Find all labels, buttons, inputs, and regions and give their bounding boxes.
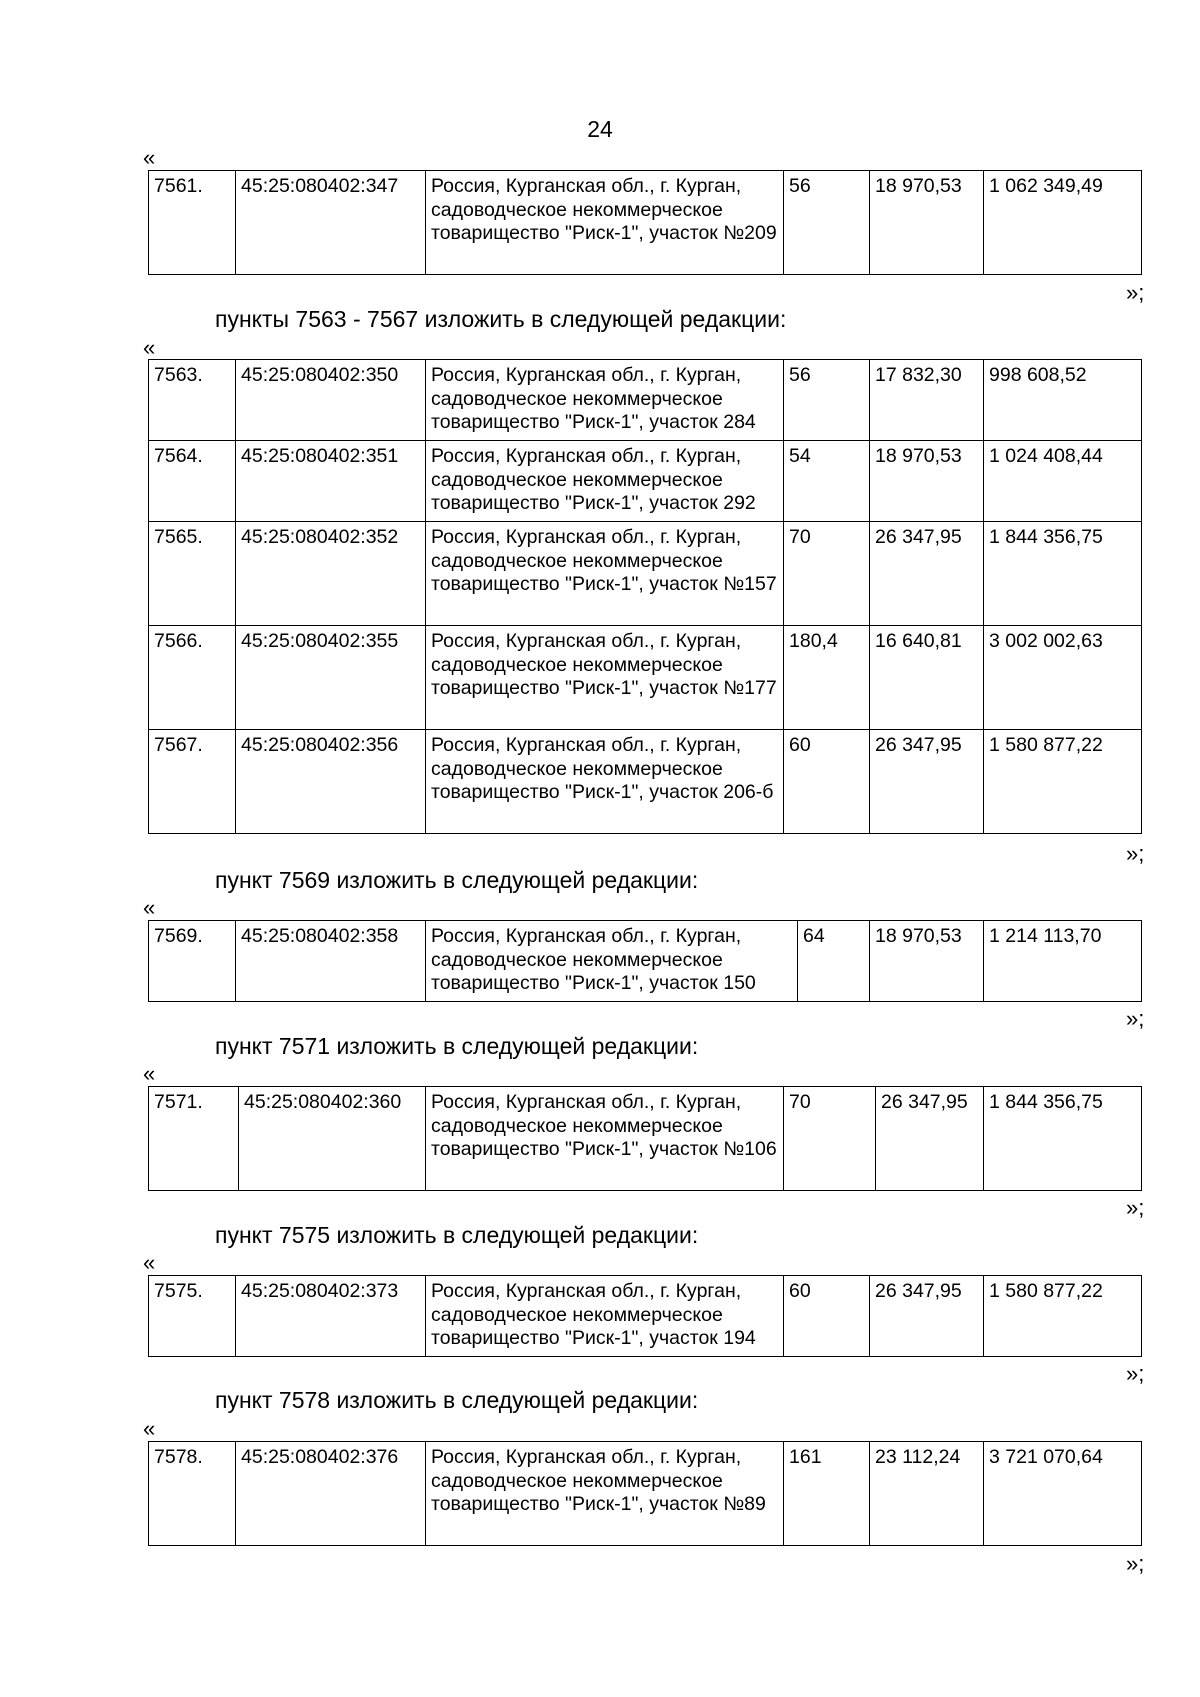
area: 180,4 <box>784 626 870 730</box>
registry-table <box>148 1441 1142 1546</box>
amendment-instruction: пункт 7569 изложить в следующей редакции: <box>215 867 699 893</box>
address: Россия, Курганская обл., г. Курган, садоводческое некоммерческое товарищество "Риск-1", участок 292 <box>426 441 784 522</box>
cadastral-number: 45:25:080402:347 <box>236 171 426 275</box>
area: 161 <box>784 1442 870 1546</box>
area: 54 <box>784 441 870 522</box>
total-value: 1 844 356,75 <box>984 1087 1142 1191</box>
open-quote: « <box>143 1250 156 1275</box>
address: Россия, Курганская обл., г. Курган, садоводческое некоммерческое товарищество "Риск-1", участок №209 <box>426 171 784 275</box>
total-value: 1 580 877,22 <box>984 730 1142 834</box>
registry-table <box>148 920 1142 1002</box>
row-number: 7575. <box>149 1276 236 1357</box>
table-row <box>149 441 1142 522</box>
rate: 26 347,95 <box>870 1276 984 1357</box>
page-number: 24 <box>587 116 613 142</box>
table-row <box>149 522 1142 626</box>
rate: 17 832,30 <box>870 360 984 441</box>
total-value: 3 721 070,64 <box>984 1442 1142 1546</box>
cadastral-number: 45:25:080402:355 <box>236 626 426 730</box>
table-row <box>149 626 1142 730</box>
close-quote: »; <box>1126 1551 1145 1576</box>
total-value: 998 608,52 <box>984 360 1142 441</box>
row-number: 7566. <box>149 626 236 730</box>
row-number: 7565. <box>149 522 236 626</box>
table-row <box>149 1087 1142 1191</box>
rate: 26 347,95 <box>870 730 984 834</box>
table-row <box>149 1276 1142 1357</box>
registry-table <box>148 170 1142 275</box>
cadastral-number: 45:25:080402:351 <box>236 441 426 522</box>
address: Россия, Курганская обл., г. Курган, садоводческое некоммерческое товарищество "Риск-1", участок 284 <box>426 360 784 441</box>
close-quote: »; <box>1126 280 1145 305</box>
address: Россия, Курганская обл., г. Курган, садоводческое некоммерческое товарищество "Риск-1", участок 194 <box>426 1276 784 1357</box>
registry-table <box>148 1275 1142 1357</box>
total-value: 1 580 877,22 <box>984 1276 1142 1357</box>
amendment-instruction: пункты 7563 - 7567 изложить в следующей редакции: <box>215 306 787 332</box>
cadastral-number: 45:25:080402:358 <box>236 921 426 1002</box>
table-row <box>149 730 1142 834</box>
address: Россия, Курганская обл., г. Курган, садоводческое некоммерческое товарищество "Риск-1", участок №157 <box>426 522 784 626</box>
rate: 23 112,24 <box>870 1442 984 1546</box>
row-number: 7571. <box>149 1087 239 1191</box>
open-quote: « <box>143 1416 156 1441</box>
total-value: 3 002 002,63 <box>984 626 1142 730</box>
row-number: 7563. <box>149 360 236 441</box>
rate: 26 347,95 <box>876 1087 984 1191</box>
address: Россия, Курганская обл., г. Курган, садоводческое некоммерческое товарищество "Риск-1", участок №177 <box>426 626 784 730</box>
open-quote: « <box>143 895 156 920</box>
open-quote: « <box>143 1061 156 1086</box>
row-number: 7569. <box>149 921 236 1002</box>
address: Россия, Курганская обл., г. Курган, садоводческое некоммерческое товарищество "Риск-1", участок 150 <box>426 921 798 1002</box>
close-quote: »; <box>1126 841 1145 866</box>
address: Россия, Курганская обл., г. Курган, садоводческое некоммерческое товарищество "Риск-1", участок №106 <box>426 1087 784 1191</box>
table-row <box>149 360 1142 441</box>
open-quote: « <box>143 335 156 360</box>
cadastral-number: 45:25:080402:350 <box>236 360 426 441</box>
cadastral-number: 45:25:080402:376 <box>236 1442 426 1546</box>
cadastral-number: 45:25:080402:360 <box>239 1087 426 1191</box>
row-number: 7564. <box>149 441 236 522</box>
rate: 18 970,53 <box>870 441 984 522</box>
row-number: 7561. <box>149 171 236 275</box>
cadastral-number: 45:25:080402:352 <box>236 522 426 626</box>
rate: 16 640,81 <box>870 626 984 730</box>
area: 64 <box>798 921 870 1002</box>
total-value: 1 062 349,49 <box>984 171 1142 275</box>
close-quote: »; <box>1126 1006 1145 1031</box>
table-row <box>149 921 1142 1002</box>
rate: 18 970,53 <box>870 171 984 275</box>
area: 56 <box>784 171 870 275</box>
address: Россия, Курганская обл., г. Курган, садоводческое некоммерческое товарищество "Риск-1", участок №89 <box>426 1442 784 1546</box>
row-number: 7578. <box>149 1442 236 1546</box>
table-row <box>149 171 1142 275</box>
close-quote: »; <box>1126 1195 1145 1220</box>
area: 70 <box>784 522 870 626</box>
close-quote: »; <box>1126 1361 1145 1386</box>
area: 60 <box>784 730 870 834</box>
rate: 18 970,53 <box>870 921 984 1002</box>
cadastral-number: 45:25:080402:373 <box>236 1276 426 1357</box>
address: Россия, Курганская обл., г. Курган, садоводческое некоммерческое товарищество "Риск-1", участок 206-б <box>426 730 784 834</box>
registry-table <box>148 1086 1142 1191</box>
area: 60 <box>784 1276 870 1357</box>
area: 70 <box>784 1087 876 1191</box>
row-number: 7567. <box>149 730 236 834</box>
table-row <box>149 1442 1142 1546</box>
total-value: 1 214 113,70 <box>984 921 1142 1002</box>
total-value: 1 024 408,44 <box>984 441 1142 522</box>
amendment-instruction: пункт 7571 изложить в следующей редакции: <box>215 1033 699 1059</box>
area: 56 <box>784 360 870 441</box>
rate: 26 347,95 <box>870 522 984 626</box>
open-quote: « <box>143 145 156 170</box>
total-value: 1 844 356,75 <box>984 522 1142 626</box>
amendment-instruction: пункт 7578 изложить в следующей редакции: <box>215 1387 699 1413</box>
amendment-instruction: пункт 7575 изложить в следующей редакции: <box>215 1222 699 1248</box>
cadastral-number: 45:25:080402:356 <box>236 730 426 834</box>
registry-table <box>148 359 1142 834</box>
